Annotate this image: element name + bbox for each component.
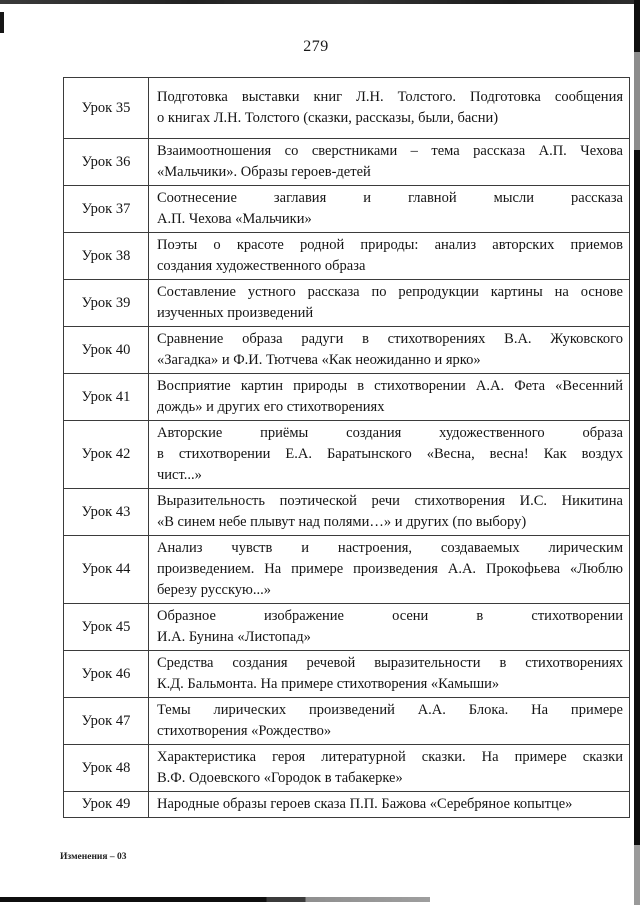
lesson-description-cell [149, 536, 630, 604]
description-line: создания художественного образа [157, 258, 366, 274]
lesson-number-cell: Урок 44 [64, 536, 149, 604]
lesson-description-cell [149, 651, 630, 698]
lesson-description-cell [149, 280, 630, 327]
description-line: Характеристика героя литературной сказки. На примере сказки [157, 749, 623, 765]
description-line: «Загадка» и Ф.И. Тютчева «Как неожиданно и ярко» [157, 352, 481, 368]
table-row [64, 489, 630, 536]
lesson-number-cell: Урок 49 [64, 792, 149, 818]
description-line: Темы лирических произведений А.А. Блока. На примере [157, 702, 623, 718]
lesson-number-cell: Урок 38 [64, 233, 149, 280]
table-row [64, 327, 630, 374]
lesson-number-cell: Урок 47 [64, 698, 149, 745]
lesson-number-cell: Урок 41 [64, 374, 149, 421]
table-row [64, 233, 630, 280]
description-line: Народные образы героев сказа П.П. Бажова «Серебряное копытце» [157, 796, 573, 812]
lesson-number-cell: Урок 35 [64, 78, 149, 139]
description-line: В.Ф. Одоевского «Городок в табакерке» [157, 770, 403, 786]
lesson-description-cell [149, 327, 630, 374]
table-row [64, 280, 630, 327]
table-row [64, 186, 630, 233]
description-line: И.А. Бунина «Листопад» [157, 629, 311, 645]
lesson-description-cell [149, 745, 630, 792]
description-line: Составление устного рассказа по репродукции картины на основе [157, 284, 623, 300]
lesson-number-cell: Урок 46 [64, 651, 149, 698]
lesson-number-cell: Урок 37 [64, 186, 149, 233]
description-line: Подготовка выставки книг Л.Н. Толстого. Подготовка сообщения [157, 89, 623, 105]
description-line: Взаимоотношения со сверстниками – тема рассказа А.П. Чехова [157, 143, 623, 159]
lesson-description-cell [149, 139, 630, 186]
scan-artifact-bottom-edge [0, 897, 430, 902]
table-row [64, 139, 630, 186]
scan-artifact-right-edge [634, 0, 640, 905]
scan-artifact-top-edge [0, 0, 640, 4]
lesson-schedule-table [63, 77, 630, 818]
table-row [64, 421, 630, 489]
lesson-description-cell [149, 233, 630, 280]
lesson-number-cell: Урок 36 [64, 139, 149, 186]
description-line: Поэты о красоте родной природы: анализ авторских приемов [157, 237, 623, 253]
description-line: Образное изображение осени в стихотворении [157, 608, 623, 624]
table-row [64, 651, 630, 698]
description-line: А.П. Чехова «Мальчики» [157, 211, 312, 227]
description-line: чист...» [157, 467, 202, 483]
lesson-description-cell [149, 78, 630, 139]
lesson-description-cell [149, 792, 630, 818]
lesson-description-cell [149, 374, 630, 421]
table-row [64, 78, 630, 139]
page-number: 279 [303, 38, 329, 55]
lesson-table-body [64, 78, 630, 818]
lesson-number-cell: Урок 45 [64, 604, 149, 651]
description-line: Восприятие картин природы в стихотворении А.А. Фета «Весенний [157, 378, 623, 394]
lesson-description-cell [149, 604, 630, 651]
table-row [64, 604, 630, 651]
description-line: стихотворения «Рождество» [157, 723, 332, 739]
description-line: «В синем небе плывут над полями…» и других (по выбору) [157, 514, 527, 530]
description-line: Средства создания речевой выразительности в стихотворениях [157, 655, 623, 671]
lesson-number-cell: Урок 42 [64, 421, 149, 489]
lesson-number-cell: Урок 43 [64, 489, 149, 536]
description-line: Анализ чувств и настроения, создаваемых лирическим [157, 540, 623, 556]
description-line: березу русскую...» [157, 582, 272, 598]
table-row [64, 698, 630, 745]
lesson-description-cell [149, 698, 630, 745]
description-line: Выразительность поэтической речи стихотворения И.С. Никитина [157, 493, 623, 509]
lesson-number-cell: Урок 40 [64, 327, 149, 374]
scan-artifact-left-edge [0, 12, 4, 33]
description-line: изученных произведений [157, 305, 314, 321]
lesson-description-cell [149, 421, 630, 489]
lesson-number-cell: Урок 39 [64, 280, 149, 327]
table-row [64, 374, 630, 421]
table-row [64, 745, 630, 792]
description-line: в стихотворении Е.А. Баратынского «Весна, весна! Как воздух [157, 446, 623, 462]
description-line: о книгах Л.Н. Толстого (сказки, рассказы, были, басни) [157, 110, 499, 126]
description-line: Соотнесение заглавия и главной мысли рассказа [157, 190, 623, 206]
lesson-description-cell [149, 186, 630, 233]
description-line: Авторские приёмы создания художественного образа [157, 425, 623, 441]
table-row [64, 792, 630, 818]
lesson-description-cell [149, 489, 630, 536]
table-row [64, 536, 630, 604]
description-line: К.Д. Бальмонта. На примере стихотворения «Камыши» [157, 676, 500, 692]
description-line: Сравнение образа радуги в стихотворениях В.А. Жуковского [157, 331, 623, 347]
lesson-number-cell: Урок 48 [64, 745, 149, 792]
description-line: «Мальчики». Образы героев-детей [157, 164, 371, 180]
description-line: дождь» и других его стихотворениях [157, 399, 385, 415]
description-line: произведением. На примере произведения А.А. Прокофьева «Люблю [157, 561, 623, 577]
revision-footer-note: Изменения – 03 [60, 852, 127, 862]
